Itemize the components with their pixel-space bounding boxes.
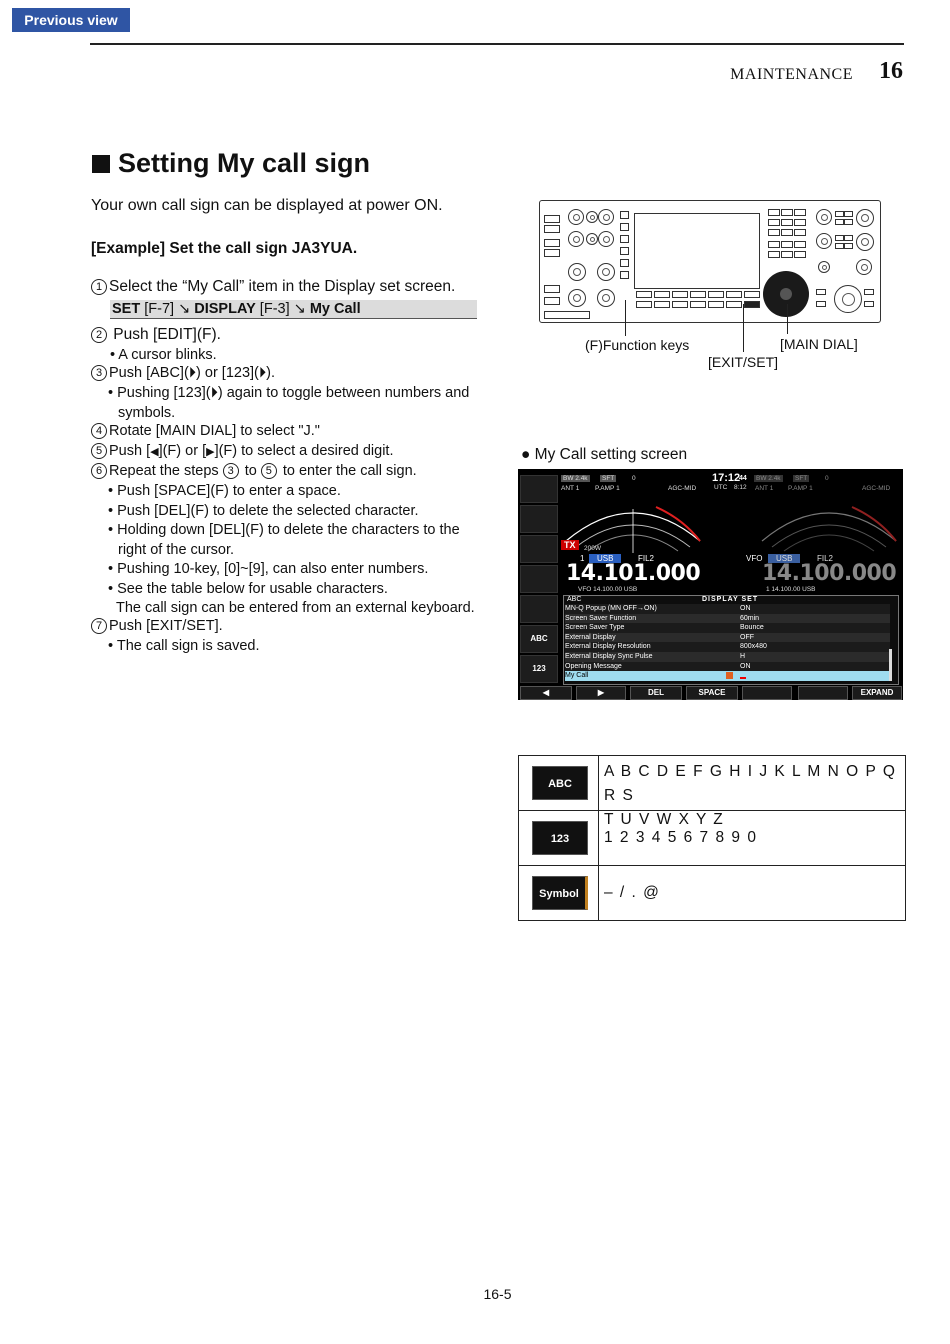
path-arrow-icon: ↘ bbox=[178, 301, 195, 317]
panel-key bbox=[816, 301, 826, 307]
panel-key bbox=[844, 219, 853, 225]
clock-seconds: 44 bbox=[739, 475, 747, 482]
panel-knob bbox=[818, 261, 830, 273]
function-key bbox=[690, 291, 706, 298]
step-text: to enter the call sign. bbox=[278, 463, 417, 479]
function-keys-label: (F)Function keys bbox=[585, 337, 690, 353]
bullet-toggle bbox=[108, 384, 478, 423]
panel-knob bbox=[598, 231, 614, 247]
side-key bbox=[520, 595, 558, 623]
tx-indicator: TX bbox=[561, 540, 579, 550]
vfo-number: 1 bbox=[580, 554, 585, 563]
panel-knob bbox=[597, 289, 615, 307]
abc-key-icon: ABC bbox=[532, 766, 588, 800]
ant-label-sub: ANT 1 bbox=[755, 485, 774, 492]
vfo-label: VFO bbox=[746, 554, 763, 563]
function-key bbox=[672, 291, 688, 298]
step-7 bbox=[91, 618, 223, 634]
radio-display bbox=[634, 213, 760, 289]
panel-key bbox=[544, 215, 560, 223]
numeric-key-icon: 123 bbox=[532, 821, 588, 855]
menu-title: DISPLAY SET bbox=[702, 596, 759, 603]
power-label: 200W bbox=[584, 545, 601, 552]
bw-label-sub: BW 2.4k bbox=[756, 475, 781, 482]
bullet-line: • Pushing [123](⏵) again to toggle between numbers and bbox=[108, 385, 470, 401]
filter-label: FIL2 bbox=[638, 554, 655, 563]
step-number: 1 bbox=[91, 279, 107, 295]
menu-value: Bounce bbox=[740, 624, 764, 632]
menu-label: External Display Resolution bbox=[565, 643, 651, 651]
bullet-saved: • The call sign is saved. bbox=[108, 638, 260, 654]
callout-line bbox=[787, 304, 788, 334]
panel-key bbox=[708, 301, 724, 308]
step-5 bbox=[91, 443, 394, 459]
screen-caption: ● My Call setting screen bbox=[521, 446, 688, 463]
chars-line: T U V W X Y Z bbox=[604, 811, 725, 828]
fkey-blank[interactable] bbox=[798, 686, 848, 700]
panel-key bbox=[844, 235, 853, 241]
panel-key bbox=[844, 211, 853, 217]
callout-line bbox=[743, 304, 744, 352]
panel-knob bbox=[856, 259, 872, 275]
function-key bbox=[726, 291, 742, 298]
example-text: [Example] Set the call sign JA3YUA. bbox=[91, 240, 358, 257]
cursor-mark bbox=[740, 677, 746, 679]
menu-row[interactable] bbox=[565, 623, 890, 633]
fkey-left[interactable]: ◀ bbox=[520, 686, 572, 700]
exit-set-key bbox=[744, 301, 760, 308]
bullet-keyboard: The call sign can be entered from an external keyboard. bbox=[116, 600, 475, 616]
main-sub-line: VFO 14.100.00 USB bbox=[578, 586, 638, 593]
chapter-number: 16 bbox=[879, 58, 903, 84]
menu-mode-label: ABC bbox=[567, 596, 582, 603]
menu-label: Screen Saver Function bbox=[565, 614, 637, 622]
panel-key bbox=[794, 209, 806, 216]
utc-time: 8:12 bbox=[734, 484, 747, 491]
step-text: Rotate [MAIN DIAL] to select "J." bbox=[109, 423, 320, 439]
page-number: 16-5 bbox=[483, 1286, 512, 1302]
sft-label: SFT bbox=[602, 475, 615, 482]
table-row bbox=[519, 756, 905, 828]
panel-slot bbox=[544, 311, 590, 319]
panel-key bbox=[794, 251, 806, 258]
function-key bbox=[654, 291, 670, 298]
sft-value-sub: 0 bbox=[825, 475, 829, 482]
panel-key bbox=[620, 211, 629, 219]
side-key-abc[interactable]: ABC bbox=[520, 625, 558, 653]
table-key-cell bbox=[519, 811, 599, 865]
panel-key bbox=[835, 243, 844, 249]
panel-key bbox=[672, 301, 688, 308]
step-text: Select the “My Call” item in the Display set screen. bbox=[109, 278, 456, 295]
usable-characters-table bbox=[518, 755, 906, 921]
panel-key bbox=[781, 251, 793, 258]
menu-label: MN-Q Popup (MN OFF→ON) bbox=[565, 605, 657, 612]
panel-key bbox=[794, 219, 806, 226]
step-number: 4 bbox=[91, 423, 107, 439]
table-key-cell bbox=[519, 756, 599, 810]
chars-line: – / . @ bbox=[604, 884, 661, 901]
panel-key bbox=[544, 249, 560, 257]
panel-key bbox=[835, 211, 844, 217]
panel-key bbox=[835, 235, 844, 241]
path-set-key: [F-7] bbox=[140, 301, 179, 317]
bullet-tenkey: • Pushing 10-key, [0]~[9], can also enter numbers. bbox=[108, 561, 429, 577]
path-arrow-icon: ↘ bbox=[293, 301, 310, 317]
panel-knob bbox=[586, 211, 598, 223]
step-number: 3 bbox=[91, 365, 107, 381]
heading-square-icon bbox=[92, 155, 110, 173]
step-text: Push [EDIT](F). bbox=[109, 326, 221, 343]
pamp-label-sub: P.AMP 1 bbox=[788, 485, 813, 492]
my-call-setting-screen bbox=[518, 469, 903, 700]
menu-value: ON bbox=[740, 662, 751, 670]
panel-key bbox=[654, 301, 670, 308]
menu-label: Opening Message bbox=[565, 662, 622, 670]
sub-frequency: 14.100.000 bbox=[762, 561, 897, 586]
main-frequency: 14.101.000 bbox=[566, 561, 701, 586]
panel-knob bbox=[568, 231, 584, 247]
menu-path bbox=[110, 300, 477, 319]
mode-badge-sub: USB bbox=[768, 554, 800, 563]
menu-label: External Display Sync Pulse bbox=[565, 653, 653, 660]
main-dial-knob bbox=[763, 271, 809, 317]
sub-s-meter bbox=[754, 491, 903, 553]
ant-label: ANT 1 bbox=[561, 485, 580, 492]
table-chars-cell bbox=[604, 826, 757, 850]
side-key bbox=[520, 475, 558, 503]
menu-value: OFF bbox=[740, 633, 754, 641]
panel-key bbox=[544, 285, 560, 293]
panel-key bbox=[816, 289, 826, 295]
step-text: to bbox=[240, 463, 261, 479]
menu-label: Screen Saver Type bbox=[565, 624, 625, 632]
step-1 bbox=[91, 278, 455, 296]
bullet-hold: • Holding down [DEL](F) to delete the characters to the bbox=[108, 522, 460, 538]
fkey-blank[interactable] bbox=[742, 686, 792, 700]
panel-key bbox=[864, 289, 874, 295]
menu-row[interactable] bbox=[565, 662, 890, 672]
menu-label: External Display bbox=[565, 633, 616, 641]
panel-key bbox=[768, 229, 780, 236]
mode-badge: USB bbox=[589, 554, 621, 563]
step-text: Repeat the steps bbox=[109, 463, 223, 479]
sft-label-sub: SFT bbox=[795, 475, 808, 482]
table-chars-cell bbox=[604, 881, 660, 905]
step-ref: 3 bbox=[223, 463, 239, 479]
panel-knob bbox=[816, 209, 832, 225]
panel-key bbox=[781, 229, 793, 236]
menu-value: H bbox=[740, 653, 746, 660]
fkey-del[interactable]: DEL bbox=[630, 686, 682, 700]
table-key-cell bbox=[519, 866, 599, 920]
panel-key bbox=[794, 229, 806, 236]
panel-knob bbox=[568, 209, 584, 225]
chars-line: A B C D E F G H I J K L M N O P Q R S bbox=[604, 763, 897, 804]
table-row bbox=[519, 811, 905, 866]
bullet-table: • See the table below for usable characters. bbox=[108, 580, 388, 597]
menu-value: ON bbox=[740, 605, 751, 612]
callout-line bbox=[625, 300, 626, 336]
clock-time: 17:12 bbox=[712, 472, 741, 484]
fkey-space[interactable]: SPACE bbox=[686, 686, 738, 700]
panel-key bbox=[864, 301, 874, 307]
menu-row[interactable] bbox=[565, 604, 890, 614]
step-number: 6 bbox=[91, 463, 107, 479]
left-arrow-icon: ◀ bbox=[150, 446, 159, 458]
step-6-bullets bbox=[108, 482, 478, 619]
panel-key bbox=[544, 225, 560, 233]
panel-key bbox=[544, 239, 560, 247]
bullet-del: • Push [DEL](F) to delete the selected character. bbox=[108, 502, 419, 519]
panel-key bbox=[544, 297, 560, 305]
step-number: 2 bbox=[91, 327, 107, 343]
top-rule bbox=[90, 43, 904, 45]
exit-set-label: [EXIT/SET] bbox=[708, 354, 779, 370]
menu-row[interactable] bbox=[565, 652, 890, 662]
panel-knob bbox=[598, 209, 614, 225]
panel-knob bbox=[597, 263, 615, 281]
panel-knob bbox=[568, 289, 586, 307]
step-3 bbox=[91, 365, 275, 381]
path-set: SET bbox=[112, 301, 141, 317]
bw-label: BW 2.4k bbox=[563, 475, 588, 482]
panel-key bbox=[781, 219, 793, 226]
panel-knob bbox=[856, 233, 874, 251]
panel-key bbox=[781, 209, 793, 216]
radio-front-panel bbox=[539, 200, 881, 323]
step-text: Push [EXIT/SET]. bbox=[109, 618, 223, 634]
panel-key bbox=[636, 301, 652, 308]
bullet-space: • Push [SPACE](F) to enter a space. bbox=[108, 483, 341, 499]
panel-knob bbox=[856, 209, 874, 227]
agc-label: AGC-MID bbox=[668, 485, 697, 492]
menu-value: 60min bbox=[740, 614, 760, 622]
panel-key bbox=[620, 235, 629, 243]
bullet-line: symbols. bbox=[118, 404, 176, 421]
step-text: Push [ bbox=[109, 443, 151, 459]
fkey-right[interactable]: ▶ bbox=[576, 686, 626, 700]
panel-key bbox=[768, 219, 780, 226]
menu-label: My Call bbox=[565, 672, 589, 680]
edit-arrow-icon bbox=[726, 672, 733, 679]
function-key bbox=[636, 291, 652, 298]
panel-key bbox=[768, 209, 780, 216]
panel-key bbox=[768, 241, 780, 248]
step-6 bbox=[91, 463, 417, 479]
bullet-line: right of the cursor. bbox=[118, 541, 235, 558]
main-dial-label: [MAIN DIAL] bbox=[780, 336, 858, 352]
path-display: DISPLAY bbox=[194, 301, 256, 317]
menu-row[interactable] bbox=[565, 633, 890, 643]
utc-label: UTC bbox=[714, 484, 728, 491]
panel-knob bbox=[816, 233, 832, 249]
section-name: MAINTENANCE bbox=[730, 66, 853, 83]
step-text: ](F) or [ bbox=[158, 443, 207, 459]
panel-key bbox=[620, 247, 629, 255]
step-text: Push [ABC](⏵) or [123](⏵). bbox=[109, 365, 275, 381]
bullet-cursor: • A cursor blinks. bbox=[110, 347, 217, 363]
path-display-key: [F-3] bbox=[255, 301, 294, 317]
panel-key bbox=[835, 219, 844, 225]
step-2 bbox=[91, 326, 221, 344]
side-key bbox=[520, 565, 558, 593]
menu-scrollbar[interactable] bbox=[889, 649, 892, 681]
main-s-meter bbox=[558, 491, 708, 553]
side-key bbox=[520, 535, 558, 563]
previous-view-button[interactable]: Previous view bbox=[12, 8, 130, 32]
menu-value: 800x480 bbox=[740, 643, 767, 651]
step-number: 7 bbox=[91, 618, 107, 634]
page-title: Setting My call sign bbox=[118, 148, 371, 178]
right-arrow-icon: ▶ bbox=[206, 446, 215, 458]
step-4 bbox=[91, 423, 320, 439]
panel-key bbox=[844, 243, 853, 249]
panel-key bbox=[781, 241, 793, 248]
panel-key bbox=[620, 259, 629, 267]
fkey-expand[interactable]: EXPAND bbox=[852, 686, 902, 700]
side-key bbox=[520, 505, 558, 533]
pamp-label: P.AMP 1 bbox=[595, 485, 620, 492]
agc-label-sub: AGC-MID bbox=[862, 485, 891, 492]
menu-row[interactable] bbox=[565, 614, 890, 624]
panel-key bbox=[794, 241, 806, 248]
panel-key bbox=[620, 271, 629, 279]
step-number: 5 bbox=[91, 443, 107, 459]
function-key bbox=[708, 291, 724, 298]
symbol-key-icon: Symbol bbox=[532, 876, 588, 910]
panel-knob bbox=[586, 233, 598, 245]
menu-row[interactable] bbox=[565, 642, 890, 652]
panel-key bbox=[726, 301, 742, 308]
step-text: ](F) to select a desired digit. bbox=[214, 443, 394, 459]
sub-sub-line: 1 14.100.00 USB bbox=[766, 586, 816, 593]
filter-label-sub: FIL2 bbox=[817, 554, 834, 563]
chars-line: 1 2 3 4 5 6 7 8 9 0 bbox=[604, 829, 758, 846]
sft-value: 0 bbox=[632, 475, 636, 482]
side-key-123[interactable]: 123 bbox=[520, 655, 558, 683]
function-key bbox=[744, 291, 760, 298]
table-row bbox=[519, 866, 905, 920]
intro-text: Your own call sign can be displayed at power ON. bbox=[91, 197, 443, 214]
step-ref: 5 bbox=[261, 463, 277, 479]
path-mycall: My Call bbox=[309, 301, 361, 317]
panel-key bbox=[768, 251, 780, 258]
panel-knob bbox=[834, 285, 862, 313]
panel-key bbox=[690, 301, 706, 308]
panel-key bbox=[620, 223, 629, 231]
panel-knob bbox=[568, 263, 586, 281]
